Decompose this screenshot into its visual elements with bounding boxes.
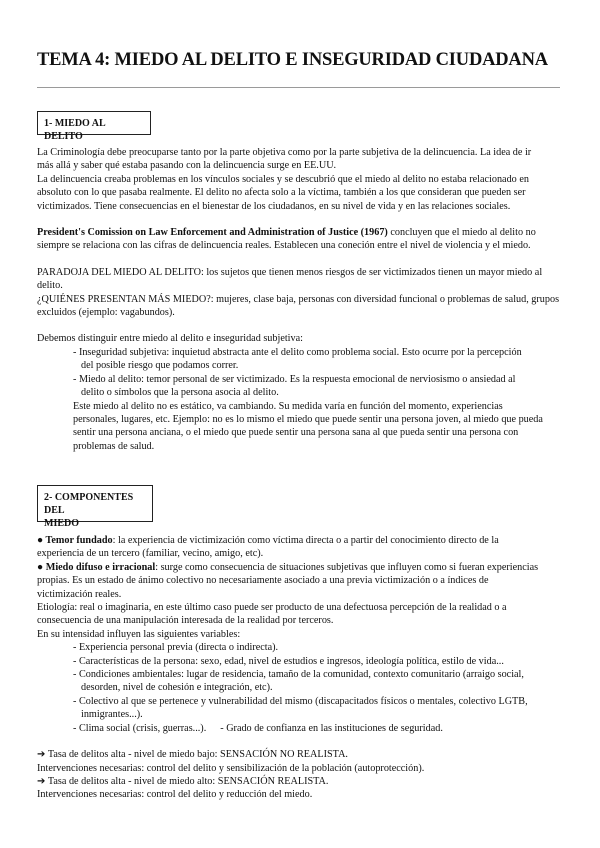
para1-line: absoluto con lo que pasaba realmente. El delito no afecta solo a la víctima, también a los que consideran que pueden ser <box>37 187 526 199</box>
conclusion-line: ➔ Tasa de delitos alta - nivel de miedo bajo: SENSACIÓN NO REALISTA. <box>37 749 348 761</box>
title-divider <box>37 87 560 88</box>
etiology-line: Etiología: real o imaginaria, en este último caso puede ser producto de una defectuosa percepción de la realidad o a <box>37 602 507 614</box>
bullet-rest: : surge como consecuencia de situaciones subjetivas que influyen como si fueran experiencias <box>155 561 539 573</box>
who-line: ¿QUIÉNES PRESENTAN MÁS MIEDO?: mujeres, clase baja, personas con diversidad funcional o problemas de salud, grupos <box>37 293 560 305</box>
list-item: personales, lugares, etc. Ejemplo: no es lo mismo el miedo que puede sentir una persona joven, al miedo que pueda <box>73 413 543 425</box>
section2-heading-text: 2- COMPONENTES DEL <box>44 492 134 516</box>
bullet-term: ● Temor fundado <box>37 535 113 546</box>
etiology-line: consecuencia de una manipulación interesada de la realidad por terceros. <box>37 615 334 627</box>
bullet-term: ● Miedo difuso e irracional <box>37 561 156 573</box>
conclusion-line: Intervenciones necesarias: control del delito y reducción del miedo. <box>37 789 313 801</box>
para1-line: victimizados. Tiene consecuencias en el bienestar de los ciudadanos, en su nivel de vida y en las relaciones sociales. <box>37 200 511 212</box>
variables-intro: En su intensidad influyen las siguientes variables: <box>37 628 241 640</box>
list-item: sentir una persona anciana, o el miedo que puede sentir una persona sana al que pueda sentir una persona con <box>73 427 519 439</box>
paradox-line: delito. <box>37 280 63 292</box>
page-title: TEMA 4: MIEDO AL DELITO E INSEGURIDAD CIUDADANA <box>37 50 548 70</box>
list-item: delito o símbolos que la persona asocia al delito. <box>81 387 279 399</box>
list-item: Este miedo al delito no es estático, va cambiando. Su medida varía en función del momento, experiencias <box>73 400 503 412</box>
para1-line: La delincuencia creaba problemas en los vínculos sociales y se descubrió que el miedo al delito no estaba relacionado en <box>37 173 529 185</box>
section1-body <box>37 146 567 453</box>
section1-heading <box>37 111 151 142</box>
list-item: - Miedo al delito: temor personal de ser victimizado. Es la respuesta emocional de nerviosismo o ansiedad al <box>73 373 516 385</box>
section2-heading <box>37 485 153 529</box>
variable-item <box>37 722 567 735</box>
list-item: - Inseguridad subjetiva: inquietud abstracta ante el delito como problema social. Esto ocurre por la percepción <box>73 346 522 358</box>
section2-body <box>37 534 567 802</box>
variable-item: - Características de la persona: sexo, edad, nivel de estudios e ingresos, ideología política, estilo de vida... <box>73 655 504 667</box>
trust-item: - Grado de confianza en las instituciones de seguridad. <box>220 722 443 734</box>
bullet-rest: : la experiencia de victimización como víctima directa o a partir del conocimiento directo de la <box>112 535 499 546</box>
para1-line: La Criminología debe preocuparse tanto por la parte objetiva como por la parte subjetiva de la delincuencia. La idea de ir <box>37 147 532 158</box>
para2-line <box>37 226 567 239</box>
section2-heading-text: MIEDO <box>44 518 79 529</box>
list-item: del posible riesgo que podamos correr. <box>81 360 239 372</box>
para1-line: más allá y saber qué estaba pasando con la delincuencia surge en EE.UU. <box>37 160 337 172</box>
variable-item: - Condiciones ambientales: lugar de residencia, tamaño de la comunidad, contexto comunitario (arraigo social, <box>73 669 524 681</box>
variable-item: - Colectivo al que se pertenece y vulnerabilidad del mismo (discapacitados físicos o mentales, colectivo LGTB, <box>73 695 528 707</box>
variable-item: - Experiencia personal previa (directa o indirecta). <box>73 642 279 654</box>
list-item: problemas de salud. <box>73 440 155 452</box>
bullet-line <box>37 561 567 574</box>
variable-item: inmigrantes...). <box>81 709 143 721</box>
bullet-line: victimización reales. <box>37 588 122 600</box>
distinguish-intro: Debemos distinguir entre miedo al delito e inseguridad subjetiva: <box>37 333 303 345</box>
bullet-line <box>37 534 567 547</box>
para2-line: siempre se relaciona con las cifras de delincuencia reales. Establecen una coneción entre el nivel de violencia y el miedo. <box>37 240 531 252</box>
climate-item: - Clima social (crisis, guerras...). <box>73 722 207 734</box>
bullet-line: propias. Es un estado de ánimo colectivo no necesariamente asociado a una previa victimización o a índices de <box>37 575 489 587</box>
conclusion-line: ➔ Tasa de delitos alta - nivel de miedo alto: SENSACIÓN REALISTA. <box>37 775 329 787</box>
para2-rest: concluyen que el miedo al delito no <box>387 227 536 239</box>
bullet-line: experiencia de un tercero (familiar, vecino, amigo, etc). <box>37 548 264 560</box>
section1-heading-text: 1- MIEDO AL DELITO <box>44 118 106 142</box>
who-line: excluidos (ejemplo: vagabundos). <box>37 307 175 319</box>
variable-item: desorden, nivel de cohesión e integración, etc). <box>81 682 273 694</box>
conclusion-line: Intervenciones necesarias: control del delito y sensibilización de la población (autoprotección). <box>37 762 425 774</box>
commission-name: President's Comission on Law Enforcement and Administration of Justice (1967) <box>37 227 388 239</box>
paradox-line: PARADOJA DEL MIEDO AL DELITO: los sujetos que tienen menos riesgos de ser victimizados tienen un mayor miedo al <box>37 266 543 278</box>
